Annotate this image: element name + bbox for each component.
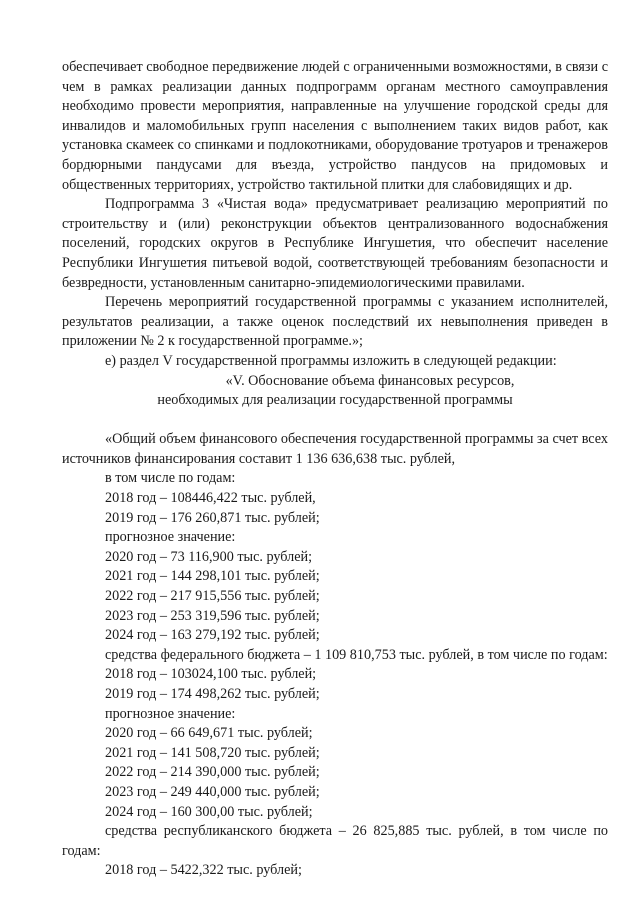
section-heading-line-1: «V. Обоснование объема финансовых ресурсов, xyxy=(225,372,515,389)
list-item: прогнозное значение: xyxy=(105,529,236,546)
list-item: 2018 год – 103024,100 тыс. рублей; xyxy=(105,666,317,683)
list-item: 2020 год – 66 649,671 тыс. рублей; xyxy=(105,725,313,742)
paragraph-accessibility: обеспечивает свободное передвижение людей с ограниченными возможностями, в связи с чем в рамках реализации данных подпрограмм органам местного самоуправления необходимо провести мероприятия, направленные на улучшение городской среды для инвалидов и маломобильных групп населения с выполнением таких видов работ, как установка скамеек со спинками и подлокотниками, оборудование тротуаров и тренажеров бордюрными пандусами для въезда, устройство пандусов на придомовых и общественных территориях, устройство тактильной плитки для слабовидящих и др. xyxy=(62,59,608,193)
list-item: 2020 год – 73 116,900 тыс. рублей; xyxy=(105,548,313,565)
paragraph-clean-water: Подпрограмма 3 «Чистая вода» предусматривает реализацию мероприятий по строительству и (или) реконструкции объектов централизованного водоснабжения поселений, городских округов в Республике Ингушетия, что обеспечит население Республики Ингушетия питьевой водой, соответствующей требованиям безопасности и безвредности, установленным санитарно-эпидемиологическими правилами. xyxy=(62,196,608,291)
total-by-years-label: в том числе по годам: xyxy=(105,470,236,487)
total-years-list xyxy=(62,489,608,646)
list-item: 2021 год – 144 298,101 тыс. рублей; xyxy=(105,568,320,585)
list-item: 2019 год – 174 498,262 тыс. рублей; xyxy=(105,686,320,702)
list-item: 2019 год – 176 260,871 тыс. рублей; xyxy=(105,509,320,526)
federal-years-list xyxy=(62,665,608,822)
paragraph-section-v-intro: е) раздел V государственной программы изложить в следующей редакции: xyxy=(105,352,557,369)
list-item: 2018 год – 5422,322 тыс. рублей; xyxy=(105,862,302,879)
paragraph-measures-list: Перечень мероприятий государственной программы с указанием исполнителей, результатов реализации, а также оценок последствий их невыполнения приведен в приложении № 2 к государственной программе.»; xyxy=(62,294,608,350)
list-item: 2018 год – 108446,422 тыс. рублей, xyxy=(105,490,316,507)
list-item: 2024 год – 160 300,00 тыс. рублей; xyxy=(105,803,313,820)
list-item: 2022 год – 217 915,556 тыс. рублей; xyxy=(105,588,320,605)
paragraph-republic-budget: средства республиканского бюджета – 26 825,885 тыс. рублей, в том числе по годам: xyxy=(62,823,608,859)
list-item: 2023 год – 249 440,000 тыс. рублей; xyxy=(105,783,320,800)
list-item: 2023 год – 253 319,596 тыс. рублей; xyxy=(105,607,320,624)
paragraph-federal-budget: средства федерального бюджета – 1 109 810,753 тыс. рублей, в том числе по годам: xyxy=(105,646,608,663)
republic-years-list xyxy=(62,861,608,881)
list-item: 2022 год – 214 390,000 тыс. рублей; xyxy=(105,764,320,781)
list-item: прогнозное значение: xyxy=(105,705,236,722)
list-item: 2024 год – 163 279,192 тыс. рублей; xyxy=(105,627,320,644)
paragraph-total-funding: «Общий объем финансового обеспечения государственной программы за счет всех источников финансирования составит 1 136 636,638 тыс. рублей, xyxy=(62,431,608,467)
spacer xyxy=(62,411,608,431)
list-item: 2021 год – 141 508,720 тыс. рублей; xyxy=(105,744,320,761)
section-heading-line-2: необходимых для реализации государственной программы xyxy=(157,392,513,409)
